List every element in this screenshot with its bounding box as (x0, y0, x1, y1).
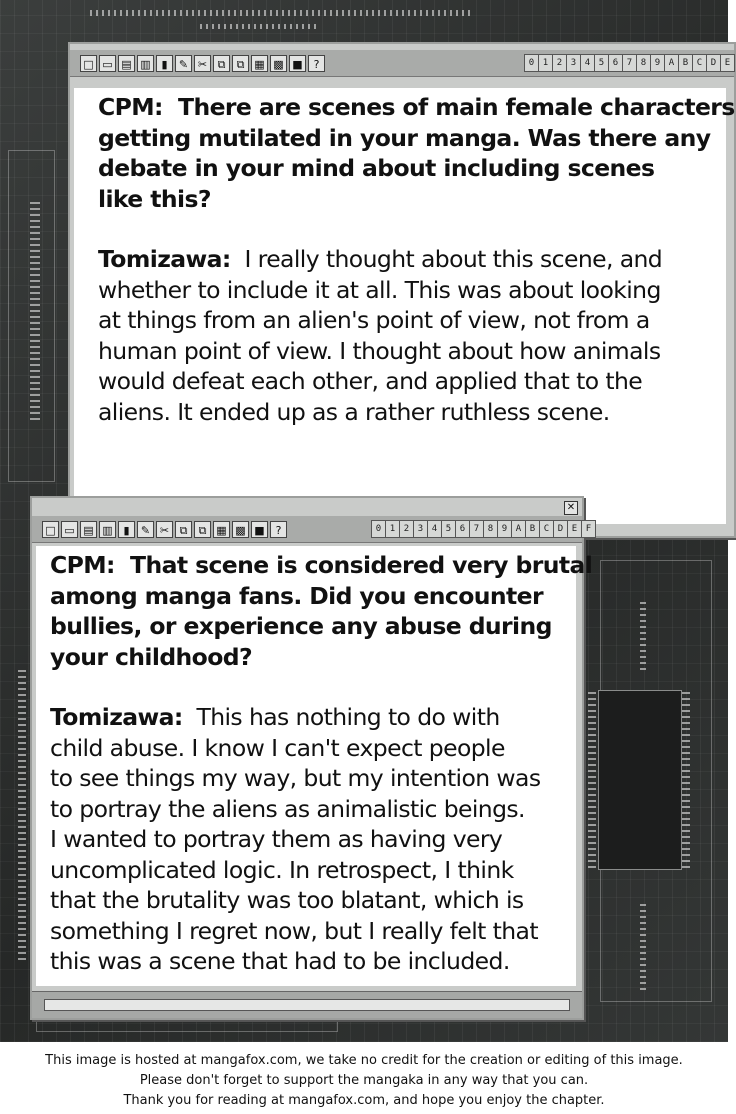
pencil-icon[interactable]: ✎ (175, 55, 192, 72)
channel-c[interactable]: C (692, 54, 707, 72)
circuit-chip (598, 690, 682, 870)
grid-icon[interactable]: ▦ (251, 55, 268, 72)
window-content (36, 546, 593, 986)
speaker-label: Tomizawa: (98, 245, 231, 273)
circuit-pins (640, 900, 646, 990)
channel-8[interactable]: 8 (483, 520, 498, 538)
question-line (50, 550, 593, 581)
question-text: There are scenes of main female characters (178, 93, 735, 121)
window-toolbar (70, 50, 734, 77)
channel-8[interactable]: 8 (636, 54, 651, 72)
channel-6[interactable]: 6 (455, 520, 470, 538)
speaker-label: CPM: (98, 93, 163, 121)
disclaimer-line: This image is hosted at mangafox.com, we take no credit for the creation or editing of this image. (45, 1053, 683, 1068)
channel-1[interactable]: 1 (385, 520, 400, 538)
question-text: That scene is considered very brutal (130, 551, 593, 579)
answer-line: that the brutality was too blatant, which is (50, 886, 524, 914)
open-icon[interactable]: ▭ (61, 521, 78, 538)
answer-line: at things from an alien's point of view, not from a (98, 306, 650, 334)
image-icon[interactable]: ▩ (232, 521, 249, 538)
speaker-label: Tomizawa: (50, 703, 183, 731)
interview-window-top (68, 42, 736, 538)
channel-f[interactable]: F (581, 520, 596, 538)
copy-icon[interactable]: ⧉ (175, 521, 192, 538)
circuit-pins (588, 690, 596, 868)
channel-5[interactable]: 5 (594, 54, 609, 72)
image-icon[interactable]: ▩ (270, 55, 287, 72)
channel-5[interactable]: 5 (441, 520, 456, 538)
fill-icon[interactable]: ■ (251, 521, 268, 538)
question-line: bullies, or experience any abuse during (50, 612, 552, 640)
answer-line: uncomplicated logic. In retrospect, I think (50, 855, 514, 884)
paste-icon[interactable]: ▮ (118, 521, 135, 538)
channel-e[interactable]: E (567, 520, 582, 538)
channel-a[interactable]: A (664, 54, 679, 72)
duplicate-icon[interactable]: ⧉ (232, 55, 249, 72)
print-icon[interactable]: ▥ (137, 55, 154, 72)
answer-line (50, 702, 576, 733)
channel-c[interactable]: C (539, 520, 554, 538)
circuit-pins (90, 10, 470, 16)
scrollbar-thumb[interactable] (44, 999, 570, 1011)
fill-icon[interactable]: ■ (289, 55, 306, 72)
channel-7[interactable]: 7 (469, 520, 484, 538)
duplicate-icon[interactable]: ⧉ (194, 521, 211, 538)
circuit-pins (18, 670, 26, 960)
question-line: your childhood? (50, 642, 253, 671)
answer-line: whether to include it at all. This was about looking (98, 275, 661, 304)
horizontal-scrollbar[interactable] (32, 991, 582, 1018)
channel-2[interactable]: 2 (399, 520, 414, 538)
channel-strip (372, 520, 596, 538)
paste-icon[interactable]: ▮ (156, 55, 173, 72)
help-icon[interactable]: ? (270, 521, 287, 538)
channel-3[interactable]: 3 (566, 54, 581, 72)
channel-6[interactable]: 6 (608, 54, 623, 72)
channel-4[interactable]: 4 (427, 520, 442, 538)
scissors-icon[interactable]: ✂ (156, 521, 173, 538)
channel-0[interactable]: 0 (524, 54, 539, 72)
answer-line: this was a scene that had to be included. (50, 947, 510, 975)
print-icon[interactable]: ▥ (99, 521, 116, 538)
channel-2[interactable]: 2 (552, 54, 567, 72)
circuit-pins (200, 24, 320, 29)
circuit-trace (8, 150, 55, 482)
channel-3[interactable]: 3 (413, 520, 428, 538)
answer-line: to see things my way, but my intention was (50, 764, 541, 792)
answer-line: child abuse. I know I can't expect people (50, 733, 505, 762)
answer-text: This has nothing to do with (196, 703, 500, 731)
scissors-icon[interactable]: ✂ (194, 55, 211, 72)
answer-line: something I regret now, but I really felt that (50, 916, 538, 945)
question-line: among manga fans. Did you encounter (50, 581, 543, 610)
open-icon[interactable]: ▭ (99, 55, 116, 72)
channel-7[interactable]: 7 (622, 54, 637, 72)
channel-d[interactable]: D (706, 54, 721, 72)
question-line: getting mutilated in your manga. Was there any (98, 123, 711, 152)
question-line: debate in your mind about including scenes (98, 154, 655, 182)
disclaimer-line: Please don't forget to support the mangaka in any way that you can. (139, 1073, 589, 1088)
speaker-label: CPM: (50, 551, 115, 579)
grid-icon[interactable]: ▦ (213, 521, 230, 538)
circuit-pins (640, 600, 646, 670)
answer-text: I really thought about this scene, and (244, 245, 663, 273)
interview-window-bottom (30, 496, 593, 1020)
answer-line: I wanted to portray them as having very (50, 825, 503, 853)
new-file-icon[interactable]: □ (80, 55, 97, 72)
pencil-icon[interactable]: ✎ (137, 521, 154, 538)
paragraph-gap (98, 214, 726, 244)
channel-9[interactable]: 9 (650, 54, 665, 72)
paragraph-gap (50, 672, 576, 702)
channel-0[interactable]: 0 (371, 520, 386, 538)
hosting-disclaimer (0, 1042, 728, 1114)
channel-4[interactable]: 4 (580, 54, 595, 72)
channel-9[interactable]: 9 (497, 520, 512, 538)
question-line: like this? (98, 184, 211, 213)
circuit-pins (682, 690, 690, 868)
question-line (98, 92, 735, 123)
channel-d[interactable]: D (553, 520, 568, 538)
channel-a[interactable]: A (511, 520, 526, 538)
answer-line: human point of view. I thought about how animals (98, 336, 661, 365)
answer-line: aliens. It ended up as a rather ruthless scene. (98, 397, 610, 426)
save-icon[interactable]: ▤ (118, 55, 135, 72)
channel-1[interactable]: 1 (538, 54, 553, 72)
help-icon[interactable]: ? (308, 55, 325, 72)
copy-icon[interactable]: ⧉ (213, 55, 230, 72)
answer-line (98, 244, 726, 275)
answer-line: to portray the aliens as animalistic beings. (50, 794, 525, 823)
channel-b[interactable]: B (678, 54, 693, 72)
save-icon[interactable]: ▤ (80, 521, 97, 538)
answer-line: would defeat each other, and applied that to the (98, 367, 643, 395)
channel-strip (525, 54, 735, 72)
window-content (74, 88, 735, 524)
close-icon[interactable]: ✕ (564, 501, 578, 515)
window-toolbar (32, 516, 592, 543)
disclaimer-line: Thank you for reading at mangafox.com, and hope you enjoy the chapter. (123, 1093, 605, 1108)
channel-e[interactable]: E (720, 54, 735, 72)
new-file-icon[interactable]: □ (42, 521, 59, 538)
channel-b[interactable]: B (525, 520, 540, 538)
